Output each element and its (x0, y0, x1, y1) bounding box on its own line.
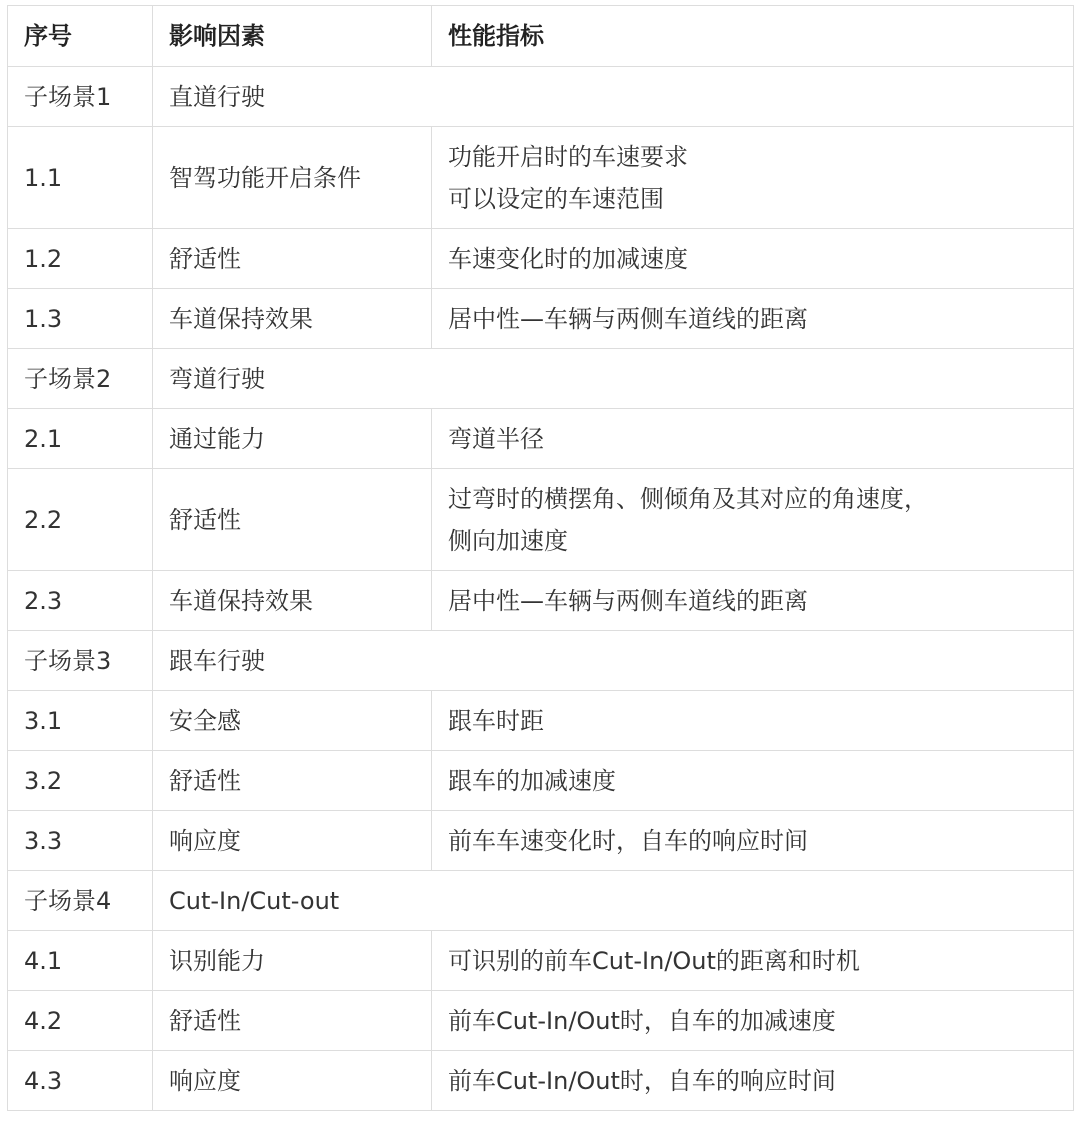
item-id: 2.3 (8, 571, 153, 631)
table-container (7, 5, 1073, 1111)
item-id: 4.3 (8, 1051, 153, 1111)
scene-row (8, 631, 1074, 691)
metric-line: 跟车时距 (448, 706, 544, 735)
item-id: 2.1 (8, 409, 153, 469)
scene-row (8, 871, 1074, 931)
metric-line: 可以设定的车速范围 (448, 184, 664, 213)
item-metric (432, 691, 1074, 751)
scene-title: 弯道行驶 (153, 349, 1074, 409)
header-metric: 性能指标 (432, 6, 1074, 67)
item-metric (432, 811, 1074, 871)
metric-line: 弯道半径 (448, 424, 544, 453)
table-row (8, 469, 1074, 571)
item-id: 3.1 (8, 691, 153, 751)
item-id: 4.1 (8, 931, 153, 991)
scene-id: 子场景3 (8, 631, 153, 691)
table-row (8, 409, 1074, 469)
item-metric (432, 469, 1074, 571)
table-row (8, 811, 1074, 871)
item-factor: 智驾功能开启条件 (153, 127, 432, 229)
item-id: 3.3 (8, 811, 153, 871)
item-factor: 舒适性 (153, 751, 432, 811)
item-id: 2.2 (8, 469, 153, 571)
metric-line: 居中性—车辆与两侧车道线的距离 (448, 304, 808, 333)
item-factor: 舒适性 (153, 991, 432, 1051)
item-factor: 响应度 (153, 1051, 432, 1111)
item-metric (432, 1051, 1074, 1111)
scene-id: 子场景1 (8, 67, 153, 127)
item-id: 1.3 (8, 289, 153, 349)
item-factor: 安全感 (153, 691, 432, 751)
metric-line: 功能开启时的车速要求 (448, 142, 688, 171)
scene-id: 子场景4 (8, 871, 153, 931)
item-id: 1.2 (8, 229, 153, 289)
scene-row (8, 349, 1074, 409)
performance-table (7, 5, 1074, 1111)
item-factor: 通过能力 (153, 409, 432, 469)
table-row (8, 1051, 1074, 1111)
table-row (8, 691, 1074, 751)
scene-row (8, 67, 1074, 127)
table-row (8, 127, 1074, 229)
scene-title: 跟车行驶 (153, 631, 1074, 691)
table-row (8, 931, 1074, 991)
item-metric (432, 991, 1074, 1051)
metric-line: 前车Cut-In/Out时，自车的加减速度 (448, 1006, 836, 1035)
item-metric (432, 571, 1074, 631)
table-row (8, 571, 1074, 631)
metric-line: 跟车的加减速度 (448, 766, 616, 795)
metric-line: 车速变化时的加减速度 (448, 244, 688, 273)
item-metric (432, 751, 1074, 811)
metric-line: 前车Cut-In/Out时，自车的响应时间 (448, 1066, 836, 1095)
header-factor: 影响因素 (153, 6, 432, 67)
table-row (8, 289, 1074, 349)
item-factor: 响应度 (153, 811, 432, 871)
header-id: 序号 (8, 6, 153, 67)
item-id: 4.2 (8, 991, 153, 1051)
table-header-row (8, 6, 1074, 67)
item-factor: 车道保持效果 (153, 289, 432, 349)
item-id: 1.1 (8, 127, 153, 229)
table-body (8, 67, 1074, 1111)
metric-line: 可识别的前车Cut-In/Out的距离和时机 (448, 946, 860, 975)
item-factor: 舒适性 (153, 229, 432, 289)
scene-id: 子场景2 (8, 349, 153, 409)
item-metric (432, 409, 1074, 469)
item-metric (432, 931, 1074, 991)
item-factor: 识别能力 (153, 931, 432, 991)
metric-line: 居中性—车辆与两侧车道线的距离 (448, 586, 808, 615)
metric-line: 前车车速变化时，自车的响应时间 (448, 826, 808, 855)
table-row (8, 751, 1074, 811)
item-factor: 车道保持效果 (153, 571, 432, 631)
scene-title: 直道行驶 (153, 67, 1074, 127)
table-row (8, 229, 1074, 289)
item-metric (432, 229, 1074, 289)
item-metric (432, 289, 1074, 349)
item-metric (432, 127, 1074, 229)
scene-title: Cut-In/Cut-out (153, 871, 1074, 931)
item-id: 3.2 (8, 751, 153, 811)
item-factor: 舒适性 (153, 469, 432, 571)
metric-line: 过弯时的横摆角、侧倾角及其对应的角速度， (448, 484, 928, 513)
metric-line: 侧向加速度 (448, 526, 568, 555)
table-row (8, 991, 1074, 1051)
